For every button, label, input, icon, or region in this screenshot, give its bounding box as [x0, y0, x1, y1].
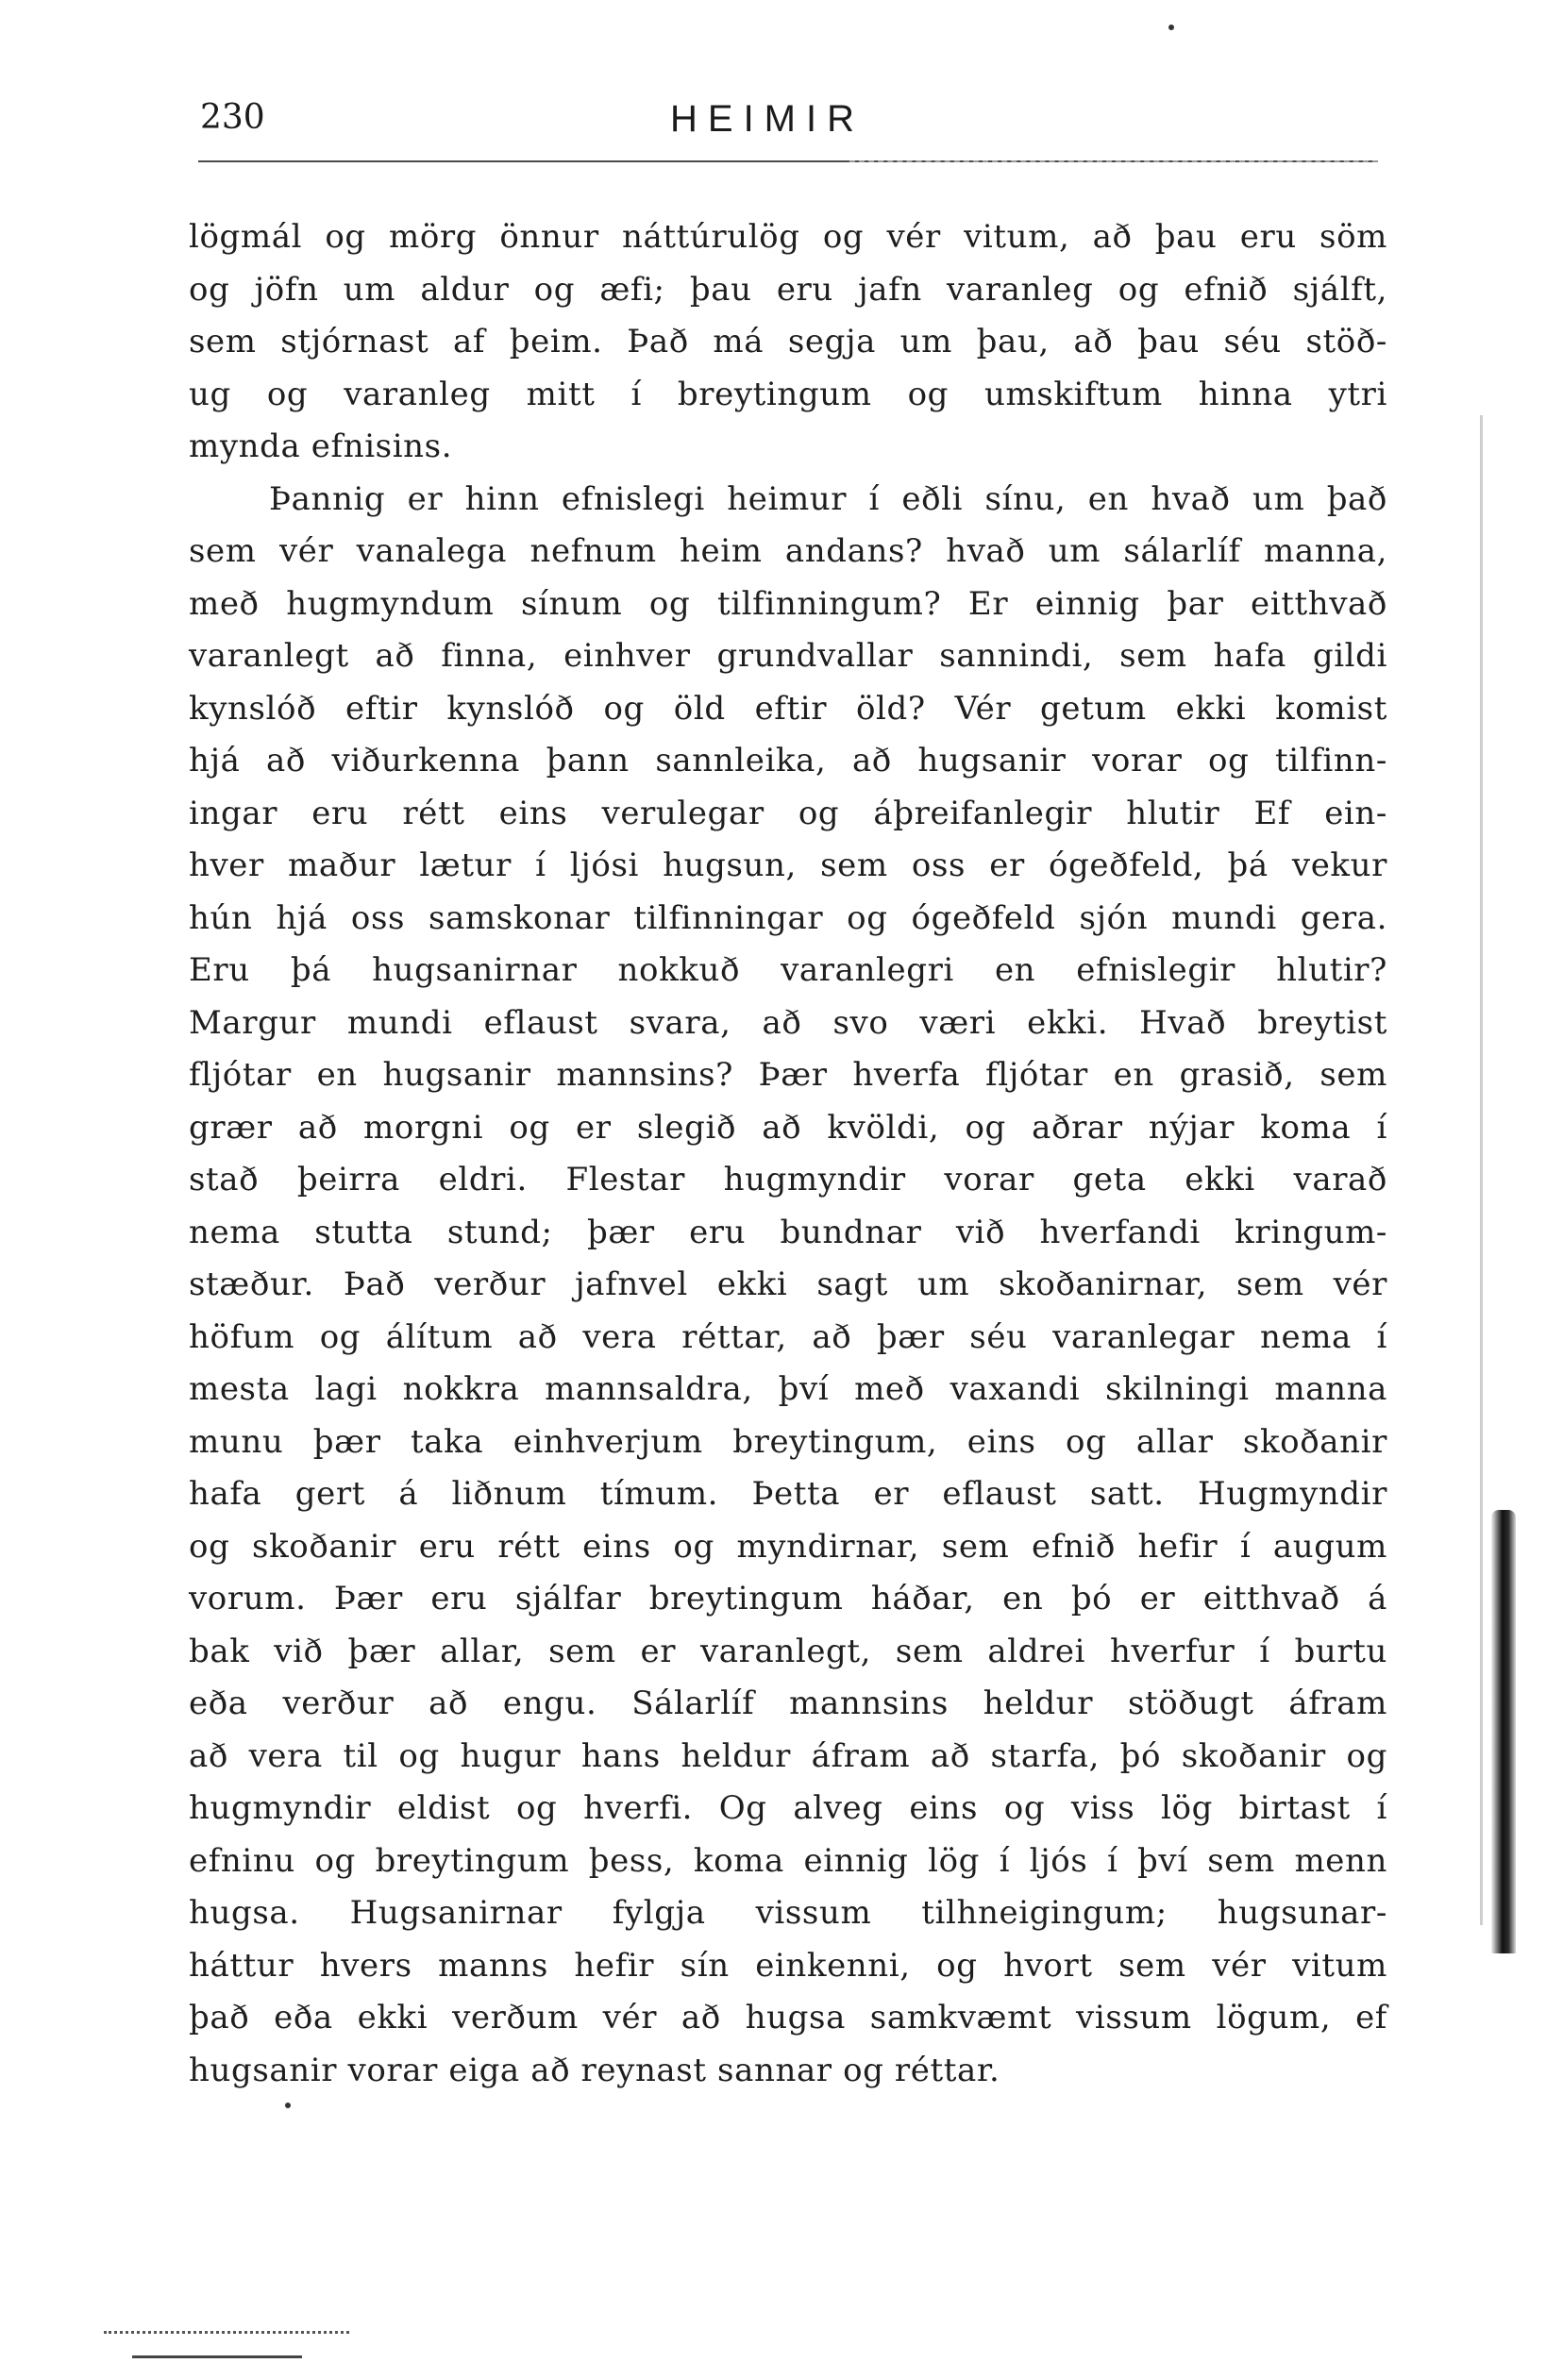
text-line: fljótar en hugsanir mannsins? Þær hverfa fljótar en grasið, sem — [189, 1056, 1387, 1094]
text-line: að vera til og hugur hans heldur áfram að starfa, þó skoðanir og — [189, 1736, 1387, 1775]
scan-smudge — [104, 2331, 349, 2334]
text-line: hugsa. Hugsanirnar fylgja vissum tilhneigingum; hugsunar- — [189, 1894, 1387, 1932]
body-text — [189, 211, 1387, 2097]
text-line: varanlegt að finna, einhver grundvallar sannindi, sem hafa gildi — [189, 637, 1387, 675]
text-line: grær að morgni og er slegið að kvöldi, og aðrar nýjar koma í — [189, 1108, 1387, 1147]
paragraph-2 — [189, 474, 1387, 2098]
text-line: hugmyndir eldist og hverfi. Og alveg eins og viss lög birtast í — [189, 1789, 1387, 1827]
text-line: efninu og breytingum þess, koma einnig lög í ljós í því sem menn — [189, 1841, 1387, 1880]
text-line: Margur mundi eflaust svara, að svo væri ekki. Hvað breytist — [189, 1003, 1387, 1042]
text-line: höfum og álítum að vera réttar, að þær séu varanlegar nema í — [189, 1317, 1387, 1356]
scan-smudge — [132, 2355, 302, 2358]
text-line: Þannig er hinn efnislegi heimur í eðli sínu, en hvað um það — [269, 479, 1387, 518]
text-line: með hugmyndum sínum og tilfinningum? Er einnig þar eitthvað — [189, 584, 1387, 623]
text-line: bak við þær allar, sem er varanlegt, sem aldrei hverfur í burtu — [189, 1632, 1387, 1670]
text-line: hjá að viðurkenna þann sannleika, að hugsanir vorar og tilfinn- — [189, 742, 1387, 779]
scan-speck — [1168, 25, 1174, 30]
text-line: stað þeirra eldri. Flestar hugmyndir vorar geta ekki varað — [189, 1161, 1387, 1198]
text-line: nema stutta stund; þær eru bundnar við hverfandi kringum- — [189, 1213, 1387, 1251]
text-line: það eða ekki verðum vér að hugsa samkvæmt vissum lögum, ef — [189, 1999, 1387, 2036]
text-line: kynslóð eftir kynslóð og öld eftir öld? Vér getum ekki komist — [189, 689, 1387, 728]
text-line: og jöfn um aldur og æfi; þau eru jafn varanleg og efnið sjálft, — [189, 270, 1387, 309]
text-line: Eru þá hugsanirnar nokkuð varanlegri en efnislegir hlutir? — [189, 951, 1387, 989]
text-line: sem vér vanalega nefnum heim andans? hvað um sálarlíf manna, — [189, 532, 1387, 570]
text-line: ingar eru rétt eins verulegar og áþreifanlegir hlutir Ef ein- — [189, 794, 1387, 832]
text-line: munu þær taka einhverjum breytingum, eins og allar skoðanir — [189, 1422, 1387, 1461]
text-line: hugsanir vorar eiga að reynast sannar og réttar. — [189, 2051, 1000, 2089]
scan-speck — [285, 2103, 291, 2108]
page-number: 230 — [200, 98, 265, 137]
text-line: mesta lagi nokkra mannsaldra, því með vaxandi skilningi manna — [189, 1370, 1387, 1408]
text-line: stæður. Það verður jafnvel ekki sagt um skoðanirnar, sem vér — [189, 1265, 1387, 1303]
text-line: eða verður að engu. Sálarlíf mannsins heldur stöðugt áfram — [189, 1684, 1387, 1722]
text-line: hver maður lætur í ljósi hugsun, sem oss er ógeðfeld, þá vekur — [189, 846, 1387, 884]
scan-spine-shadow — [1491, 1510, 1516, 1953]
scan-spine-line — [1480, 415, 1483, 1925]
text-line: ug og varanleg mitt í breytingum og umskiftum hinna ytri — [189, 375, 1387, 413]
text-line: og skoðanir eru rétt eins og myndirnar, sem efnið hefir í augum — [189, 1527, 1387, 1566]
text-line: mynda efnisins. — [189, 427, 453, 465]
running-head: HEIMIR — [670, 98, 865, 140]
text-line: vorum. Þær eru sjálfar breytingum háðar, en þó er eitthvað á — [189, 1580, 1387, 1617]
header-rule-faint — [849, 160, 1378, 162]
text-line: hún hjá oss samskonar tilfinningar og ógeðfeld sjón mundi gera. — [189, 898, 1387, 937]
text-line: sem stjórnast af þeim. Það má segja um þau, að þau séu stöð- — [189, 323, 1387, 360]
text-line: hafa gert á liðnum tímum. Þetta er eflaust satt. Hugmyndir — [189, 1475, 1387, 1513]
text-line: lögmál og mörg önnur náttúrulög og vér vitum, að þau eru söm — [189, 218, 1387, 256]
paragraph-1 — [189, 211, 1387, 474]
page-header — [198, 94, 1378, 151]
text-line: háttur hvers manns hefir sín einkenni, og hvort sem vér vitum — [189, 1946, 1387, 1985]
